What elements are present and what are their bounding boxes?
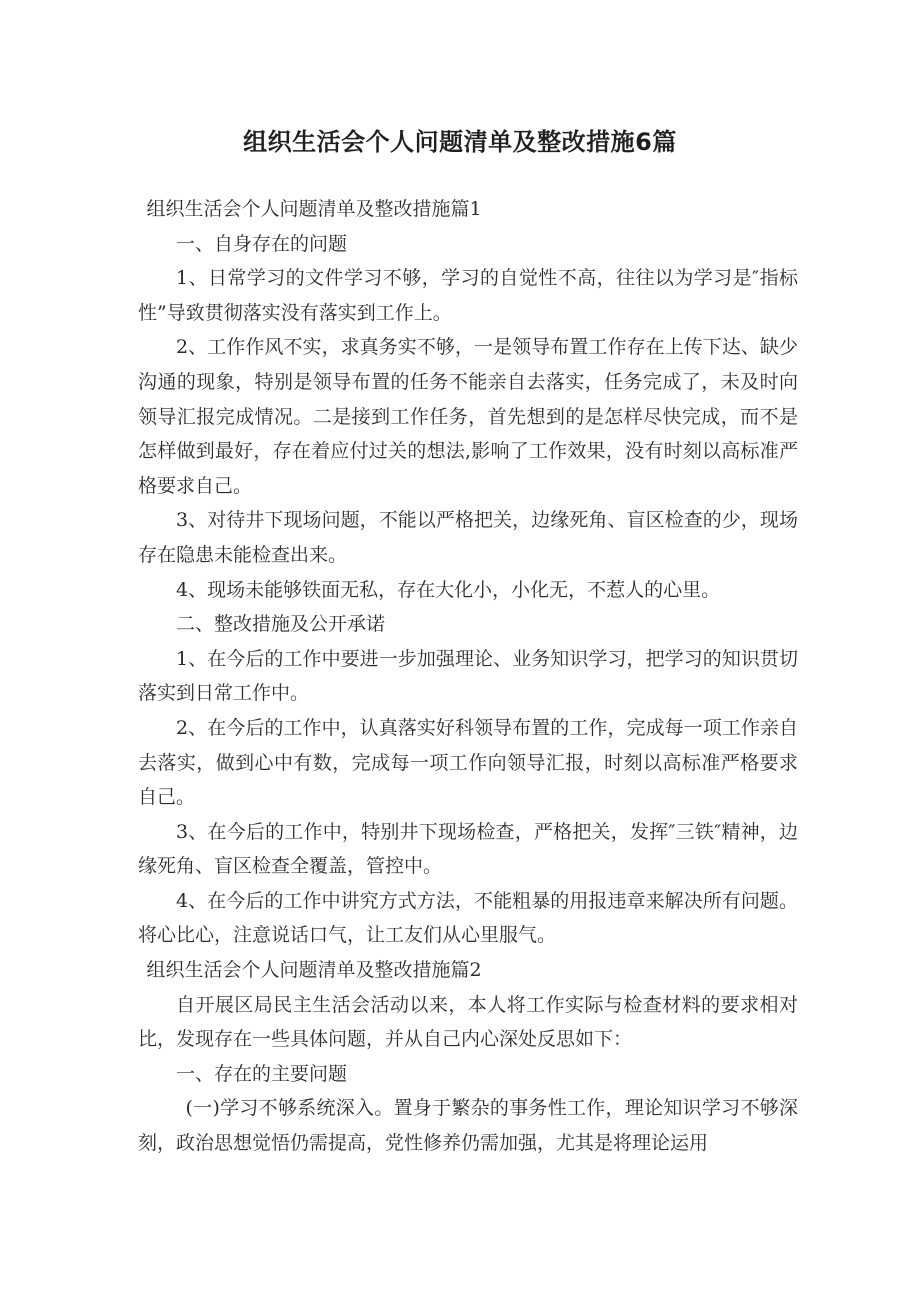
document-body bbox=[138, 192, 798, 1161]
paragraph-problem-3: 3、对待井下现场问题，不能以严格把关，边缘死角、盲区检查的少，现场存在隐患未能检查出来。 bbox=[138, 509, 798, 566]
section-title-2: 组织生活会个人问题清单及整改措施篇2 bbox=[146, 959, 482, 982]
paragraph-problem-4: 4、现场未能够铁面无私，存在大化小，小化无，不惹人的心里。 bbox=[176, 578, 721, 601]
paragraph-problem-1: 1、日常学习的文件学习不够，学习的自觉性不高，往往以为学习是″指标性”导致贯彻落实没有落实到工作上。 bbox=[138, 267, 798, 324]
heading-problems-1: 一、自身存在的问题 bbox=[176, 232, 348, 255]
paragraph-measure-4: 4、在今后的工作中讲究方式方法，不能粗暴的用报违章来解决所有问题。将心比心，注意说话口气，让工友们从心里服气。 bbox=[138, 889, 798, 947]
paragraph-problem-2: 2、工作作风不实，求真务实不够，一是领导布置工作存在上传下达、缺少沟通的现象，特别是领导布置的任务不能亲自去落实，任务完成了，未及时向领导汇报完成情况。二是接到工作任务，首先想到的是怎样尽快完成，而不是怎样做到最好，存在着应付过关的想法,影响了工作效果，没有时刻以高标准严格要求自己。 bbox=[138, 336, 798, 497]
paragraph-measure-1: 1、在今后的工作中要进一步加强理论、业务知识学习，把学习的知识贯切落实到日常工作中。 bbox=[138, 647, 798, 705]
heading-problems-2: 一、存在的主要问题 bbox=[176, 1062, 348, 1085]
paragraph-measure-3: 3、在今后的工作中，特别井下现场检查，严格把关，发挥″三铁″精神，边缘死角、盲区检查全覆盖，管控中。 bbox=[138, 820, 798, 878]
paragraph-subitem-1: (一)学习不够系统深入。置身于繁杂的事务性工作，理论知识学习不够深刻，政治思想觉悟仍需提高，党性修养仍需加强，尤其是将理论运用 bbox=[138, 1097, 798, 1155]
document-title: 组织生活会个人问题清单及整改措施6篇 bbox=[243, 128, 677, 156]
paragraph-measure-2: 2、在今后的工作中，认真落实好科领导布置的工作，完成每一项工作亲自去落实，做到心中有数，完成每一项工作向领导汇报，时刻以高标准严格要求自己。 bbox=[138, 716, 798, 809]
section-title-1: 组织生活会个人问题清单及整改措施篇1 bbox=[146, 198, 482, 220]
paragraph-intro-2: 自开展区局民主生活会活动以来，本人将工作实际与检查材料的要求相对比，发现存在一些具体问题，并从自己内心深处反思如下： bbox=[138, 993, 798, 1051]
heading-measures: 二、整改措施及公开承诺 bbox=[176, 613, 386, 636]
